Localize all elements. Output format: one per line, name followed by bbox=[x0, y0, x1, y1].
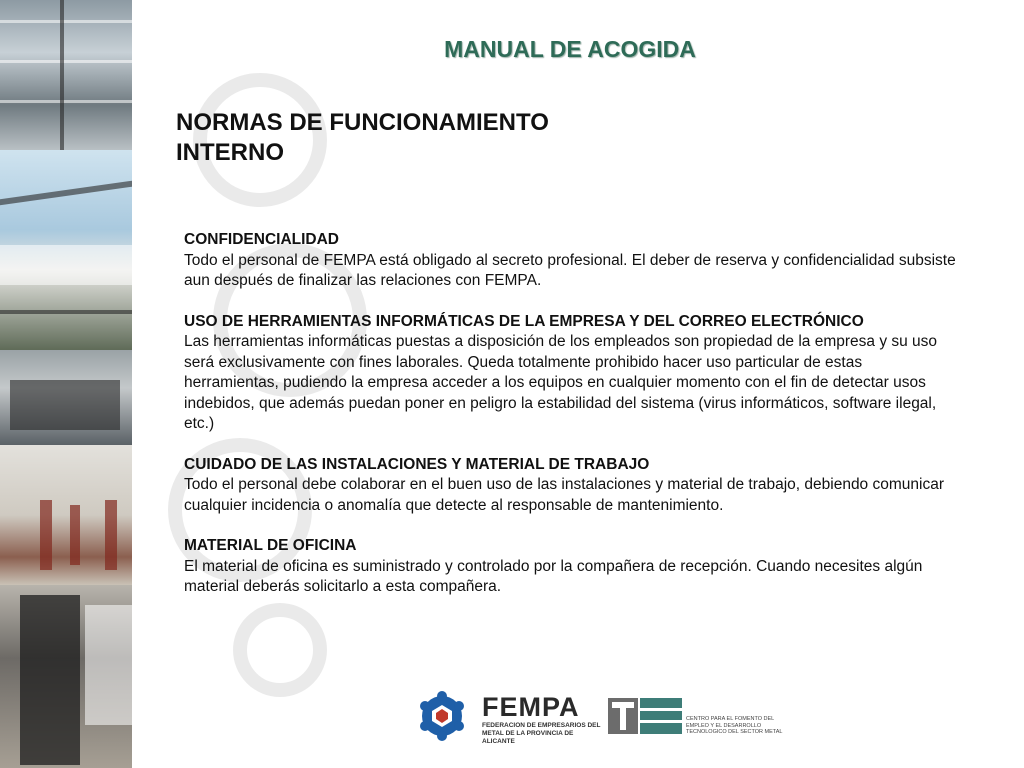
rule-heading: USO DE HERRAMIENTAS INFORMÁTICAS DE LA EMPRESA Y DEL CORREO ELECTRÓNICO bbox=[184, 312, 864, 330]
fempa-subtitle: FEDERACION DE EMPRESARIOS DEL METAL DE LA PROVINCIA DE ALICANTE bbox=[482, 722, 601, 745]
cef-caption: CENTRO PARA EL FOMENTO DEL EMPLEO Y EL DESARROLLO TECNOLOGICO DEL SECTOR METAL bbox=[686, 716, 783, 735]
rule-heading: CUIDADO DE LAS INSTALACIONES Y MATERIAL DE TRABAJO bbox=[184, 455, 650, 473]
building-photo-3 bbox=[0, 350, 132, 445]
rules-content bbox=[184, 230, 959, 618]
footer-logos bbox=[410, 688, 810, 748]
page-title-line-2: INTERNO bbox=[176, 139, 284, 166]
rule-body: Todo el personal debe colaborar en el buen uso de las instalaciones y material de trabajo, debiendo comunicar cualquier incidencia o anomalía que detecte al responsable de mantenimiento. bbox=[184, 476, 944, 514]
manual-title: MANUAL DE ACOGIDA bbox=[444, 36, 696, 62]
architecture-photo-strip bbox=[0, 0, 132, 768]
page-title bbox=[176, 108, 596, 168]
fempa-wordmark: FEMPA bbox=[482, 692, 580, 722]
rule-body: El material de oficina es suministrado y controlado por la compañera de recepción. Cuando necesites algún material deberás solicitarlo a esta compañera. bbox=[184, 557, 923, 595]
page-title-line-1: NORMAS DE FUNCIONAMIENTO bbox=[176, 109, 549, 136]
rule-heading: MATERIAL DE OFICINA bbox=[184, 537, 357, 554]
building-photo-1 bbox=[0, 0, 132, 150]
workshop-photo bbox=[0, 445, 132, 585]
interior-photo bbox=[0, 585, 132, 768]
rule-block-facilities bbox=[184, 455, 959, 517]
rule-heading: CONFIDENCIALIDAD bbox=[184, 231, 339, 248]
fempa-logo-icon bbox=[414, 688, 470, 744]
rule-block-it-tools bbox=[184, 312, 959, 435]
cef-logo-icon bbox=[608, 698, 682, 734]
rule-block-office-material bbox=[184, 536, 959, 598]
rule-body: Las herramientas informáticas puestas a disposición de los empleados son propiedad de la empresa y su uso será exclusivamente con fines laborales. Queda totalmente prohibido hacer uso particular de estas herramientas, pudiendo la empresa acceder a los equipos en cualquier momento con el fin de detectar usos indebidos, que además puedan poner en peligro la estabilidad del sistema (virus informáticos, software ilegal, etc.) bbox=[184, 333, 938, 432]
rule-block-confidentiality bbox=[184, 230, 959, 292]
building-photo-2 bbox=[0, 150, 132, 350]
rule-body: Todo el personal de FEMPA está obligado al secreto profesional. El deber de reserva y confidencialidad subsiste aun después de finalizar las relaciones con FEMPA. bbox=[184, 251, 956, 289]
